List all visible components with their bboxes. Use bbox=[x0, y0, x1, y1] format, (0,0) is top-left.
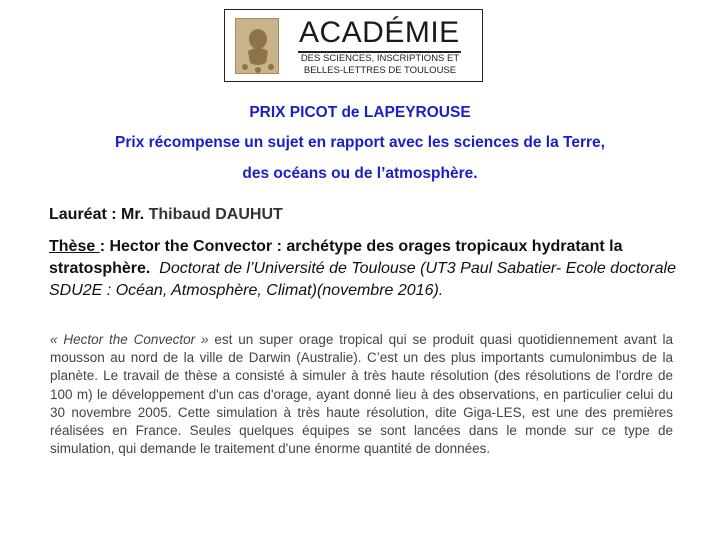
prize-description-line1: Prix récompense un sujet en rapport avec les sciences de la Terre, bbox=[115, 134, 605, 151]
thesis-detail: Doctorat de l’Université de Toulouse (UT3 Paul Sabatier- Ecole doctorale SDU2E : Océan, Atmosphère, Climat)(novembre 2016). bbox=[49, 260, 676, 299]
thesis-title: : Hector the Convector : archétype des orages tropicaux hydratant la stratosphère. bbox=[49, 238, 623, 277]
thesis-label: Thèse bbox=[49, 238, 100, 255]
thesis bbox=[49, 236, 679, 302]
academy-emblem-icon bbox=[235, 18, 279, 74]
thesis-summary bbox=[50, 331, 673, 458]
laureate-label: Lauréat : Mr. bbox=[49, 206, 145, 223]
academy-logo bbox=[224, 9, 483, 82]
logo-subtitle-line2: BELLES-LETTRES DE TOULOUSE bbox=[303, 65, 457, 76]
logo-subtitle bbox=[287, 53, 473, 77]
prize-name: PRIX PICOT de LAPEYROUSE bbox=[249, 104, 471, 121]
prize-description-line2: des océans ou de l’atmosphère. bbox=[242, 165, 478, 182]
laureate bbox=[49, 206, 283, 224]
logo-title: ACADÉMIE bbox=[299, 16, 460, 49]
logo-subtitle-line1: DES SCIENCES, INSCRIPTIONS ET bbox=[300, 53, 460, 64]
laureate-name: Thibaud DAUHUT bbox=[148, 206, 283, 223]
summary-text: est un super orage tropical qui se produit quasi quotidiennement avant la mousson au nord de la ville de Darwin (Australie). C’est un des plus importants cumulonimbus de la planète. Le travail de thèse a consisté à simuler à très haute résolution (des résolutions de l'ordre de 100 m) le développement d'un cas d'orage, ayant donné lieu à des observations, en particulier celui du 30 novembre 2005. Cette simulation à très haute résolution, dite Giga-LES, est une des premières réalisées en France. Seules quelques équipes se sont lancées dans le monde sur ce type de simulation, qui demande le traitement d'une énorme quantité de données. bbox=[50, 332, 673, 457]
summary-quoted-name: « Hector the Convector » bbox=[50, 332, 209, 347]
